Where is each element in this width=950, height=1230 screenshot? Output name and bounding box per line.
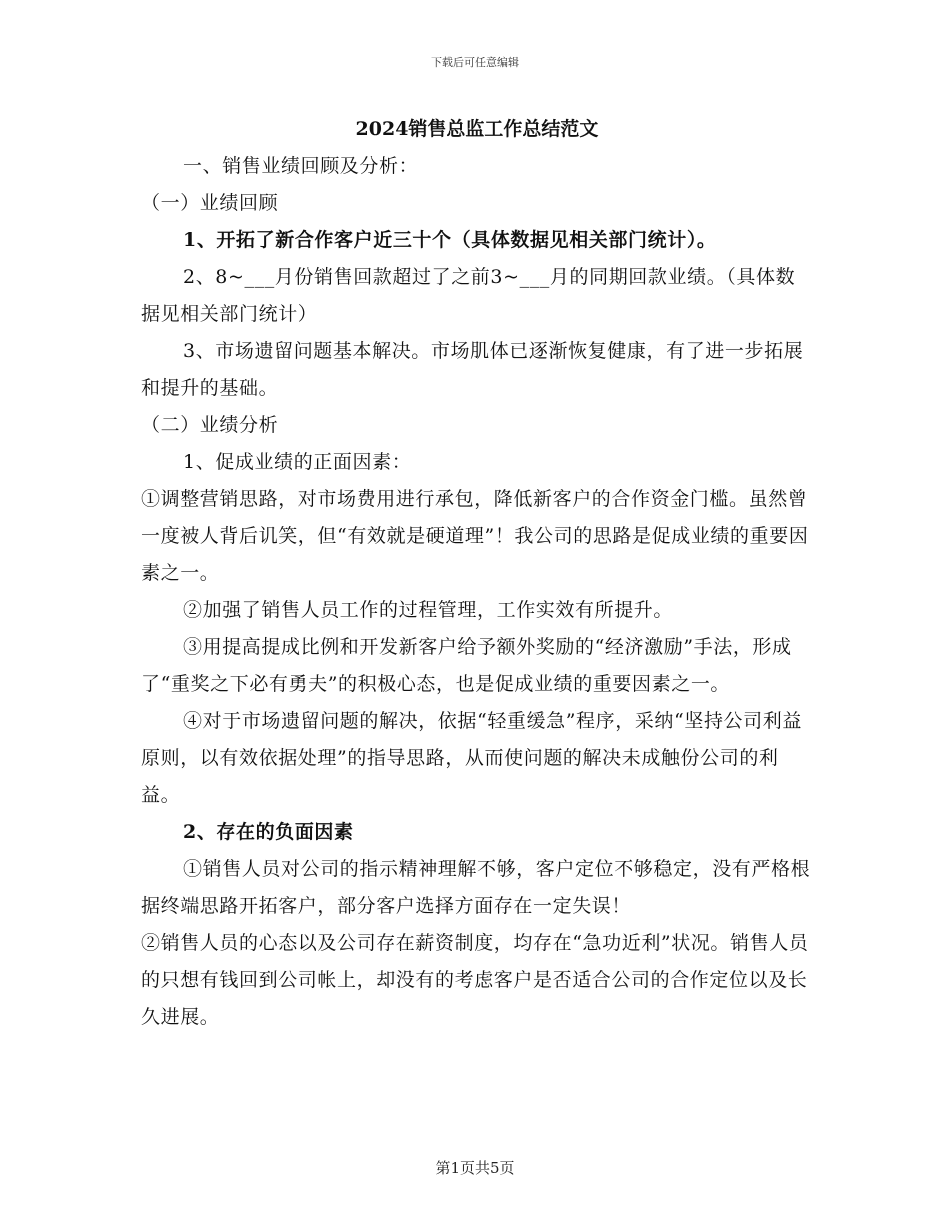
- paragraph-positive-factor-4: ④对于市场遗留问题的解决，依据“轻重缓急”程序，采纳“坚持公司利益原则，以有效依据处理”的指导思路，从而使问题的解决未成触份公司的利益。: [141, 710, 802, 806]
- page-footer: 第1页共5页: [435, 1159, 515, 1177]
- paragraph-positive-factors-heading: 1、促成业绩的正面因素：: [183, 451, 412, 473]
- paragraph-negative-factors-heading: 2、存在的负面因素: [183, 821, 354, 843]
- header-note: 下载后可任意编辑: [431, 56, 519, 69]
- document-title: 2024销售总监工作总结范文: [355, 118, 599, 140]
- paragraph-positive-factor-2: ②加强了销售人员工作的过程管理，工作实效有所提升。: [183, 599, 674, 621]
- paragraph-negative-factor-2: ②销售人员的心态以及公司存在薪资制度，均存在“急功近利”状况。销售人员的只想有钱回到公司帐上，却没有的考虑客户是否适合公司的合作定位以及长久进展。: [141, 932, 809, 1028]
- paragraph-negative-factor-1: ①销售人员对公司的指示精神理解不够，客户定位不够稳定，没有严格根据终端思路开拓客户，部分客户选择方面存在一定失误！: [141, 858, 811, 917]
- section-heading-1: 一、销售业绩回顾及分析：: [183, 155, 419, 177]
- paragraph-new-clients: 1、开拓了新合作客户近三十个（具体数据见相关部门统计）。: [183, 229, 717, 251]
- paragraph-legacy-issues: 3、市场遗留问题基本解决。市场肌体已逐渐恢复健康，有了进一步拓展和提升的基础。: [141, 340, 804, 399]
- paragraph-payment-collection: 2、8~___月份销售回款超过了之前3~___月的同期回款业绩。（具体数据见相关部门统计）: [141, 266, 796, 325]
- paragraph-positive-factor-3: ③用提高提成比例和开发新客户给予额外奖励的“经济激励”手法，形成了“重奖之下必有勇夫”的积极心态，也是促成业绩的重要因素之一。: [141, 636, 792, 695]
- subsection-heading-analysis: （二）业绩分析: [141, 414, 279, 436]
- subsection-heading-review: （一）业绩回顾: [141, 192, 279, 214]
- paragraph-positive-factor-1: ①调整营销思路，对市场费用进行承包，降低新客户的合作资金门槛。虽然曾一度被人背后讥笑，但“有效就是硬道理”！我公司的思路是促成业绩的重要因素之一。: [141, 488, 809, 584]
- document-body: [141, 114, 813, 1036]
